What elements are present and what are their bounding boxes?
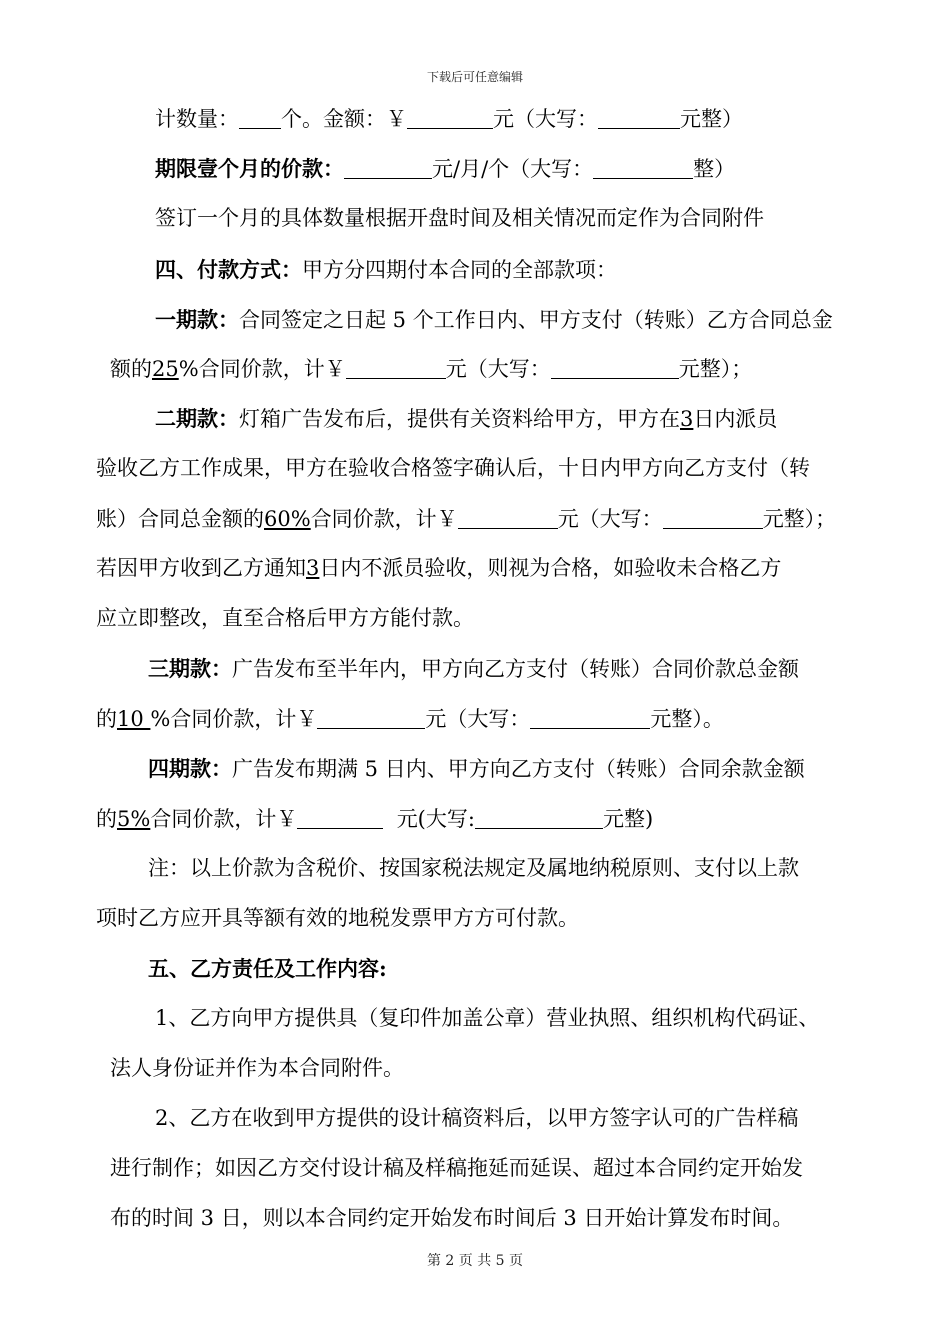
paragraph-line: 进行制作；如因乙方交付设计稿及样稿拖延而延误、超过本合同约定开始发 — [110, 1156, 803, 1180]
text: 的 — [96, 807, 117, 831]
text: 元（大写： — [493, 107, 598, 131]
text: 元（大写： — [557, 507, 663, 531]
fourth-payment-amount-line — [96, 808, 653, 830]
blank-field — [598, 108, 680, 129]
inspection-clause-line — [96, 558, 781, 579]
monthly-price-line — [155, 158, 735, 180]
text: 广告发布至半年内，甲方向乙方支付（转账）合同价款总金额 — [232, 657, 799, 681]
text: 合同价款，计￥ — [150, 807, 298, 831]
blank-field — [344, 158, 432, 179]
text: 元整） — [680, 107, 743, 131]
underlined-value: 25 — [152, 357, 179, 381]
first-payment-line — [155, 309, 833, 331]
text: 元（大写： — [425, 707, 531, 731]
page-number-footer: 第 2 页 共 5 页 — [426, 1253, 524, 1269]
text: 日内派员 — [693, 407, 778, 431]
blank-field — [407, 108, 493, 129]
blank-field — [663, 508, 763, 529]
underlined-value: 3 — [306, 556, 320, 580]
bold-label: 期限壹个月的价款： — [155, 156, 344, 181]
text: 若因甲方收到乙方通知 — [96, 556, 306, 580]
text: 元整) — [602, 807, 654, 831]
text: 合同签定之日起 5 个工作日内、甲方支付（转账）乙方合同总金 — [239, 308, 833, 332]
text: 元(大写: — [396, 807, 475, 831]
text: 账）合同总金额的 — [96, 507, 264, 531]
paragraph-line: 布的时间 3 日，则以本合同约定开始发布时间后 3 日开始计算发布时间。 — [110, 1206, 794, 1230]
blank-field — [475, 808, 603, 829]
duty-item-1: 1、乙方向甲方提供具（复印件加盖公章）营业执照、组织机构代码证、 — [155, 1006, 820, 1030]
section-heading-duties: 五、乙方责任及工作内容: — [148, 956, 387, 981]
underlined-value: 10 — [117, 707, 151, 731]
text: 元（大写： — [445, 357, 551, 381]
text: 元整）； — [762, 507, 837, 531]
text: 个。金额：￥ — [281, 107, 407, 131]
header-note: 下载后可任意编辑 — [426, 70, 523, 84]
duty-item-2: 2、乙方在收到甲方提供的设计稿资料后，以甲方签字认可的广告样稿 — [155, 1106, 799, 1130]
section-heading-payment — [155, 259, 617, 281]
text: 甲方分四期付本合同的全部款项： — [302, 258, 617, 282]
blank-field — [346, 358, 446, 379]
paragraph-line: 验收乙方工作成果，甲方在验收合格签字确认后，十日内甲方向乙方支付（转 — [96, 456, 810, 480]
text: %合同价款，计￥ — [178, 357, 346, 381]
paragraph-line: 应立即整改，直至合格后甲方方能付款。 — [96, 606, 474, 630]
text: 的 — [96, 707, 117, 731]
blank-field — [551, 358, 679, 379]
text: %合同价款，计￥ — [150, 707, 318, 731]
bold-label: 二期款： — [155, 406, 239, 431]
third-payment-line — [148, 658, 799, 680]
quantity-amount-line — [155, 108, 743, 130]
blank-field — [593, 158, 693, 179]
text: 计数量： — [155, 107, 239, 131]
text: 元/月/个（大写： — [432, 157, 594, 181]
blank-field — [297, 808, 383, 829]
note-line: 注：以上价款为含税价、按国家税法规定及属地纳税原则、支付以上款 — [148, 856, 799, 880]
text: 灯箱广告发布后，提供有关资料给甲方，甲方在 — [239, 407, 680, 431]
first-payment-amount-line — [110, 358, 752, 380]
bold-label: 三期款： — [148, 656, 232, 681]
bold-label: 一期款： — [155, 307, 239, 332]
text: 合同价款，计￥ — [310, 507, 458, 531]
text: 元整）。 — [650, 707, 724, 731]
text: 日内不派员验收，则视为合格，如验收未合格乙方 — [319, 556, 782, 580]
bold-label: 四、付款方式： — [155, 257, 302, 282]
text: 额的 — [110, 357, 152, 381]
fourth-payment-line — [148, 758, 805, 780]
second-payment-line — [155, 408, 777, 430]
underlined-value: 5% — [117, 807, 151, 831]
paragraph-line: 法人身份证并作为本合同附件。 — [110, 1056, 404, 1080]
bold-label: 四期款： — [148, 756, 232, 781]
underlined-value: 60% — [264, 507, 311, 531]
blank-field — [458, 508, 558, 529]
second-payment-amount-line — [96, 508, 836, 530]
text: 广告发布期满 5 日内、甲方向乙方支付（转账）合同余款金额 — [232, 757, 805, 781]
text: 整） — [693, 157, 736, 181]
third-payment-amount-line — [96, 708, 724, 730]
paragraph-line: 签订一个月的具体数量根据开盘时间及相关情况而定作为合同附件 — [155, 206, 764, 230]
blank-field — [239, 108, 281, 129]
text: 元整）； — [678, 357, 753, 381]
blank-field — [530, 708, 650, 729]
blank-field — [317, 708, 425, 729]
underlined-value: 3 — [680, 407, 694, 431]
paragraph-line: 项时乙方应开具等额有效的地税发票甲方方可付款。 — [96, 906, 579, 930]
